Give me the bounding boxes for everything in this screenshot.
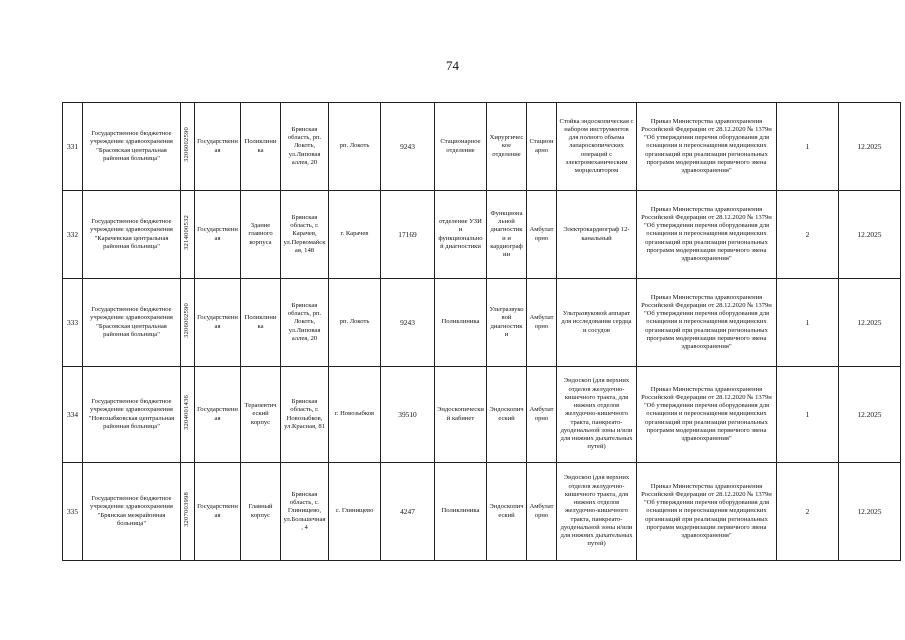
department: Функциональной диагностики и кардиографии [487,191,527,279]
building-name: Поликлиника [241,279,281,367]
care-type: Амбулаторно [527,367,557,463]
row-number: 332 [63,191,83,279]
institution-name: Государственное бюджетное учреждение здравоохранения "Карачевская центральная районная больница" [83,191,181,279]
address: Брянская область, г. Карачев, ул.Первомайская, 148 [281,191,329,279]
address: Брянская область, рп. Локоть, ул.Липовая аллея, 20 [281,279,329,367]
ownership-type: Государственная [195,191,241,279]
population: 17169 [381,191,435,279]
table-row [63,279,901,367]
institution-name: Государственное бюджетное учреждение здравоохранения "Брасовская центральная районная больница" [83,103,181,191]
inn-cell [181,103,195,191]
page-number: 74 [446,58,459,73]
care-type: Амбулаторно [527,463,557,561]
delivery-date: 12.2025 [839,367,901,463]
care-type: Амбулаторно [527,191,557,279]
equipment-name: Стойка эндоскопическая с набором инструментов для полного объема лапароскопических операций с электромеханическим морцеллятором [557,103,637,191]
building-name: Главный корпус [241,463,281,561]
regulatory-order: Приказ Министерства здравоохранения Российской Федерации от 28.12.2020 № 1379н "Об утверждении перечня оборудования для оснащения и переоснащения медицинских организаций при реализации региональных программ модернизации первичного звена здравоохранения" [637,279,777,367]
equipment-name: Электрокардиограф 12-канальный [557,191,637,279]
delivery-date: 12.2025 [839,463,901,561]
population: 39510 [381,367,435,463]
address: Брянская область, г. Новозыбков, ул.Красная, 81 [281,367,329,463]
structural-unit: отделение УЗИ и функциональной диагностики [435,191,487,279]
structural-unit: Поликлиника [435,463,487,561]
structural-unit: Стационарное отделение [435,103,487,191]
row-number: 333 [63,279,83,367]
row-number: 331 [63,103,83,191]
ownership-type: Государственная [195,279,241,367]
inn-value: 3206002590 [183,127,191,163]
inn-value: 3204001436 [183,395,191,431]
department: Хирургическое отделение [487,103,527,191]
quantity: 1 [777,367,839,463]
table-row [63,463,901,561]
population: 9243 [381,103,435,191]
settlement: г. Карачев [329,191,381,279]
inn-cell [181,279,195,367]
regulatory-order: Приказ Министерства здравоохранения Российской Федерации от 28.12.2020 № 1379н "Об утверждении перечня оборудования для оснащения и переоснащения медицинских организаций при реализации региональных программ модернизации первичного звена здравоохранения" [637,367,777,463]
delivery-date: 12.2025 [839,279,901,367]
inn-cell [181,463,195,561]
delivery-date: 12.2025 [839,191,901,279]
table-row [63,191,901,279]
institution-name: Государственное бюджетное учреждение здравоохранения "Брасовская центральная районная больница" [83,279,181,367]
equipment-name: Ультразвуковой аппарат для исследования сердца и сосудов [557,279,637,367]
table-row [63,103,901,191]
row-number: 335 [63,463,83,561]
building-name: Терапевтический корпус [241,367,281,463]
structural-unit: Эндоскопический кабинет [435,367,487,463]
inn-value: 3206002590 [183,303,191,339]
address: Брянская область, с. Глинищево, ул.Большечная, 4 [281,463,329,561]
table-row [63,367,901,463]
institution-name: Государственное бюджетное учреждение здравоохранения "Брянская межрайонная больница" [83,463,181,561]
ownership-type: Государственная [195,463,241,561]
equipment-name: Эндоскоп (для верхних отделов желудочно-кишечного тракта, для нижних отделов желудочно-кишечного тракта, панкреато-дуоденальной зоны и/или для нижних дыхательных путей) [557,463,637,561]
building-name: Здание главного корпуса [241,191,281,279]
quantity: 1 [777,279,839,367]
population: 9243 [381,279,435,367]
care-type: Стационарно [527,103,557,191]
inn-value: 3207003998 [183,492,191,528]
equipment-register-table [62,102,901,561]
settlement: рп. Локоть [329,279,381,367]
regulatory-order: Приказ Министерства здравоохранения Российской Федерации от 28.12.2020 № 1379н "Об утверждении перечня оборудования для оснащения и переоснащения медицинских организаций при реализации региональных программ модернизации первичного звена здравоохранения" [637,463,777,561]
inn-cell [181,191,195,279]
settlement: рп. Локоть [329,103,381,191]
address: Брянская область, рп. Локоть, ул.Липовая аллея, 20 [281,103,329,191]
care-type: Амбулаторно [527,279,557,367]
inn-value: 3214000532 [183,215,191,251]
department: Эндоскопический [487,367,527,463]
inn-cell [181,367,195,463]
department: Эндоскопический [487,463,527,561]
quantity: 2 [777,191,839,279]
quantity: 2 [777,463,839,561]
row-number: 334 [63,367,83,463]
population: 4247 [381,463,435,561]
institution-name: Государственное бюджетное учреждение здравоохранения "Новозыбковская центральная районная больница" [83,367,181,463]
settlement: с. Глинищево [329,463,381,561]
equipment-name: Эндоскоп (для верхних отделов желудочно-кишечного тракта, для нижних отделов желудочно-кишечного тракта, панкреато-дуоденальной зоны и/или для нижних дыхательных путей) [557,367,637,463]
structural-unit: Поликлиника [435,279,487,367]
quantity: 1 [777,103,839,191]
building-name: Поликлиника [241,103,281,191]
regulatory-order: Приказ Министерства здравоохранения Российской Федерации от 28.12.2020 № 1379н "Об утверждении перечня оборудования для оснащения и переоснащения медицинских организаций при реализации региональных программ модернизации первичного звена здравоохранения" [637,191,777,279]
settlement: г. Новозыбков [329,367,381,463]
delivery-date: 12.2025 [839,103,901,191]
ownership-type: Государственная [195,367,241,463]
ownership-type: Государственная [195,103,241,191]
regulatory-order: Приказ Министерства здравоохранения Российской Федерации от 28.12.2020 № 1379н "Об утверждении перечня оборудования для оснащения и переоснащения медицинских организаций при реализации региональных программ модернизации первичного звена здравоохранения" [637,103,777,191]
department: Ультразвуковой диагностики [487,279,527,367]
